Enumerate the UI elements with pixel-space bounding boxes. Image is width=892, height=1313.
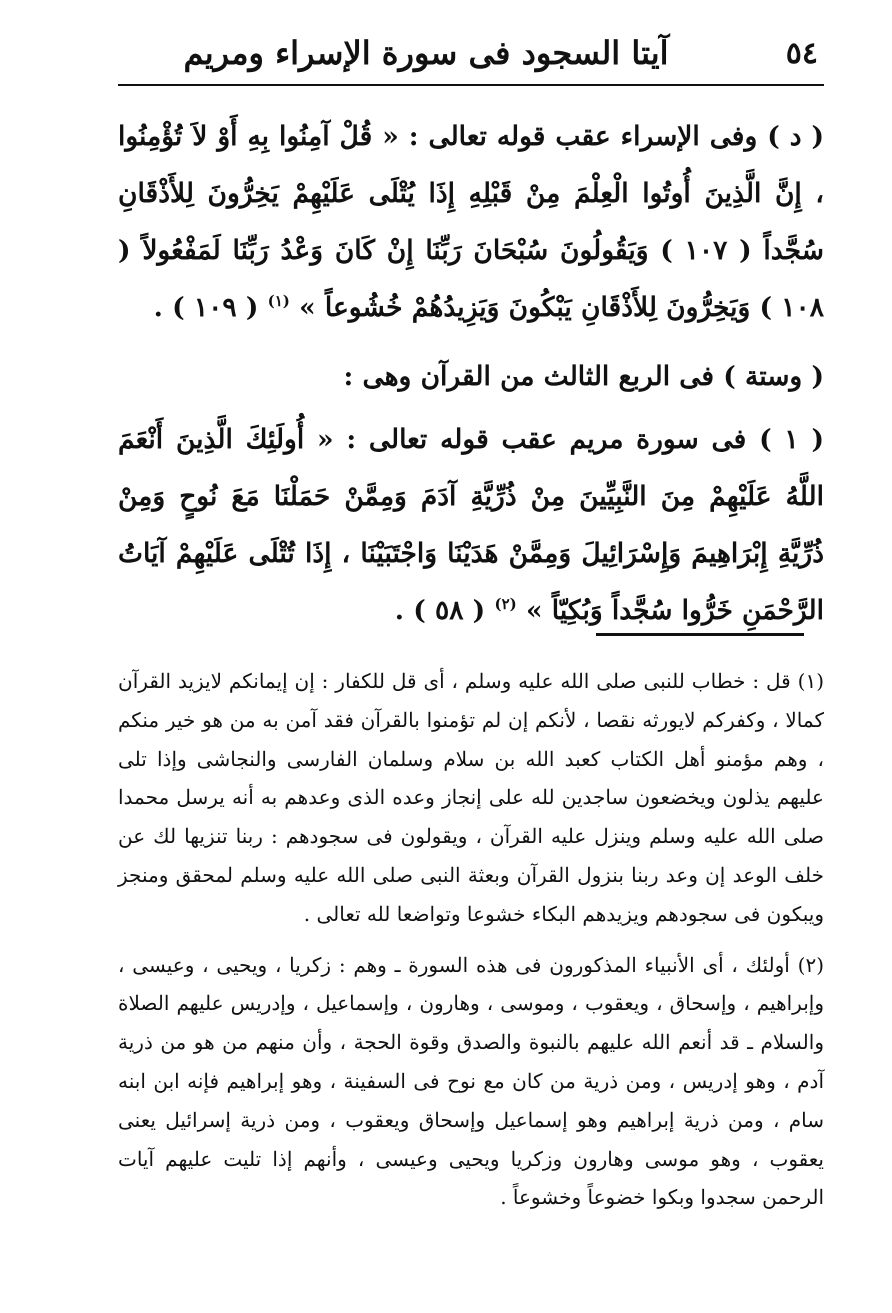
running-title: آيتا السجود فى سورة الإسراء ومريم (183, 34, 669, 72)
maryam-verse-number: ( ٥٨ ) . (394, 595, 495, 626)
footnotes (118, 662, 824, 1229)
footnote-ref-1: (١) (267, 292, 290, 311)
footnote-separator (596, 633, 804, 636)
page-header (118, 28, 824, 84)
footnote-ref-2: (٢) (494, 595, 517, 614)
paragraph-maryam (118, 411, 824, 639)
paragraph-isra (118, 108, 824, 336)
paragraph-section-heading: ( وستة ) فى الربع الثالث من القرآن وهى : (343, 361, 824, 392)
footnote-2: (٢) أولئك ، أى الأنبياء المذكورون فى هذه السورة ـ وهم : زكريا ، ويحيى ، وعيسى ، وإبراهيم ، وإسحاق ، ويعقوب ، وموسى ، وهارون ، وإسماعيل ، وإدريس عليهم الصلاة والسلام ـ قد أنعم الله عليهم بالنبوة والصدق وقوة الحجة ، وأن منهم من هو من ذرية آدم ، وهو إدريس ، ومن ذرية من كان مع نوح فى السفينة ، وهو إبراهيم فإنه ابن ابنه سام ، ومن ذرية إبراهيم وهو إسماعيل وإسحاق ويعقوب ، ومن ذرية إسرائيل يعنى يعقوب ، وهو موسى وهارون وزكريا ويحيى وعيسى ، وأنهم إذا تليت عليهم آيات الرحمن سجدوا وبكوا خضوعاً وخشوعاً . (118, 952, 824, 1210)
isra-verse-number: ( ١٠٩ ) . (153, 292, 268, 323)
maryam-verse-text: ( ١ ) فى سورة مريم عقب قوله تعالى : « أُولَئِكَ الَّذِينَ أَنْعَمَ اللَّهُ عَلَيْهِمْ مِنَ النَّبِيِّينَ مِنْ ذُرِّيَّةِ آدَمَ وَمِمَّنْ حَمَلْنَا مَعَ نُوحٍ وَمِنْ ذُرِّيَّةِ إِبْرَاهِيمَ وَإِسْرَائِيلَ وَمِمَّنْ هَدَيْنَا وَاجْتَبَيْنَا ، إِذَا تُتْلَى عَلَيْهِمْ آيَاتُ الرَّحْمَنِ خَرُّوا سُجَّداً وَبُكِيّاً » (118, 424, 824, 626)
header-rule (118, 84, 824, 86)
isra-verse-text: ( د ) وفى الإسراء عقب قوله تعالى : « قُلْ آمِنُوا بِهِ أَوْ لاَ تُؤْمِنُوا ، إِنَّ الَّذِينَ أُوتُوا الْعِلْمَ مِنْ قَبْلِهِ إِذَا يُتْلَى عَلَيْهِمْ يَخِرُّونَ لِلأَذْقَانِ سُجَّداً ( ١٠٧ ) وَيَقُولُونَ سُبْحَانَ رَبِّنَا إِنْ كَانَ وَعْدُ رَبِّنَا لَمَفْعُولاً ( ١٠٨ ) وَيَخِرُّونَ لِلأَذْقَانِ يَبْكُونَ وَيَزِيدُهُمْ خُشُوعاً » (118, 121, 824, 323)
footnote-1: (١) قل : خطاب للنبى صلى الله عليه وسلم ، أى قل للكفار : إن إيمانكم لايزيد القرآن كمالا ، وكفركم لايورثه نقصا ، لأنكم إن لم تؤمنوا بالقرآن فقد آمن به من هو خير منكم ، وهم مؤمنو أهل الكتاب كعبد الله بن سلام وسلمان الفارسى والنجاشى وإذا تلى عليهم يذلون ويخضعون ساجدين لله على إنجاز وعده الذى وعدهم به أنه يرسل محمدا صلى الله عليه وسلم وينزل عليه القرآن ، ويقولون فى سجودهم : ربنا تنزيها لك عن خلف الوعد إن وعد ربنا بنزول القرآن وبعثة النبى صلى الله عليه وسلم لمحقق ومنجز ويبكون فى سجودهم ويزيدهم البكاء خشوعا وتواضعا لله تعالى . (118, 669, 825, 926)
main-text (118, 108, 824, 651)
page-number: ٥٤ (785, 36, 818, 71)
